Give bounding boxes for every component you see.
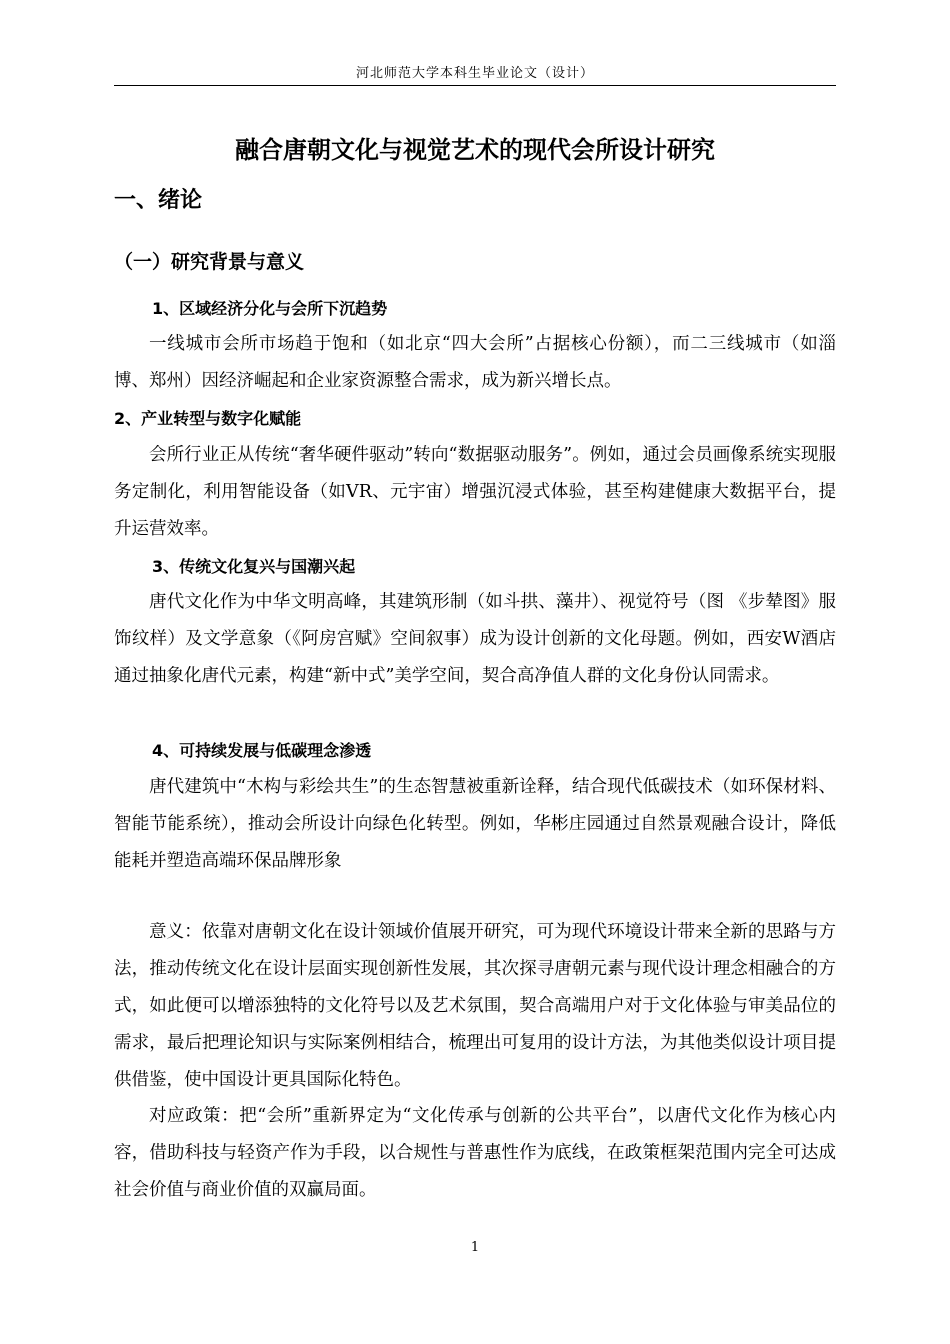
page-number: 1 xyxy=(470,1240,480,1255)
item-2-heading: 2、产业转型与数字化赋能 xyxy=(114,409,302,428)
paper-title: 融合唐朝文化与视觉艺术的现代会所设计研究 xyxy=(235,136,715,164)
significance-paragraph: 意义：依靠对唐朝文化在设计领域价值展开研究，可为现代环境设计带来全新的思路与方法，推动传统文化在设计层面实现创新性发展，其次探寻唐朝元素与现代设计理念相融合的方式，如此便可以增添独特的文化符号以及艺术氛围，契合高端用户对于文化体验与审美品位的需求，最后把理论知识与实际案例相结合，梳理出可复用的设计方法，为其他类似设计项目提供借鉴，使中国设计更具国际化特色。 xyxy=(114,922,836,1090)
item-3-heading: 3、传统文化复兴与国潮兴起 xyxy=(152,557,356,576)
subsection-heading: （一）研究背景与意义 xyxy=(114,251,305,273)
item-2-paragraph: 会所行业正从传统“奢华硬件驱动”转向“数据驱动服务”。例如，通过会员画像系统实现服务定制化，利用智能设备（如VR、元宇宙）增强沉浸式体验，甚至构建健康大数据平台，提升运营效率。 xyxy=(114,445,836,539)
item-4-heading: 4、可持续发展与低碳理念渗透 xyxy=(152,741,372,760)
item-1-heading: 1、区域经济分化与会所下沉趋势 xyxy=(152,299,388,318)
item-1-paragraph: 一线城市会所市场趋于饱和（如北京“四大会所”占据核心份额），而二三线城市（如淄博、郑州）因经济崛起和企业家资源整合需求，成为新兴增长点。 xyxy=(114,334,836,391)
header-divider xyxy=(114,85,836,86)
section-heading: 一、绪论 xyxy=(114,188,203,213)
item-3-paragraph: 唐代文化作为中华文明高峰，其建筑形制（如斗拱、藻井）、视觉符号（图 《步辇图》服饰纹样）及文学意象（《阿房宫赋》空间叙事）成为设计创新的文化母题。例如，西安W酒店通过抽象化唐代元素，构建“新中式”美学空间，契合高净值人群的文化身份认同需求。 xyxy=(114,592,836,686)
policy-paragraph: 对应政策：把“会所”重新界定为“文化传承与创新的公共平台”，以唐代文化作为核心内容，借助科技与轻资产作为手段，以合规性与普惠性作为底线，在政策框架范围内完全可达成社会价值与商业价值的双赢局面。 xyxy=(114,1106,836,1200)
item-4-paragraph: 唐代建筑中“木构与彩绘共生”的生态智慧被重新诠释，结合现代低碳技术（如环保材料、智能节能系统），推动会所设计向绿色化转型。例如，华彬庄园通过自然景观融合设计，降低能耗并塑造高端环保品牌形象 xyxy=(114,777,836,871)
running-header: 河北师范大学本科生毕业论文（设计） xyxy=(355,66,594,81)
